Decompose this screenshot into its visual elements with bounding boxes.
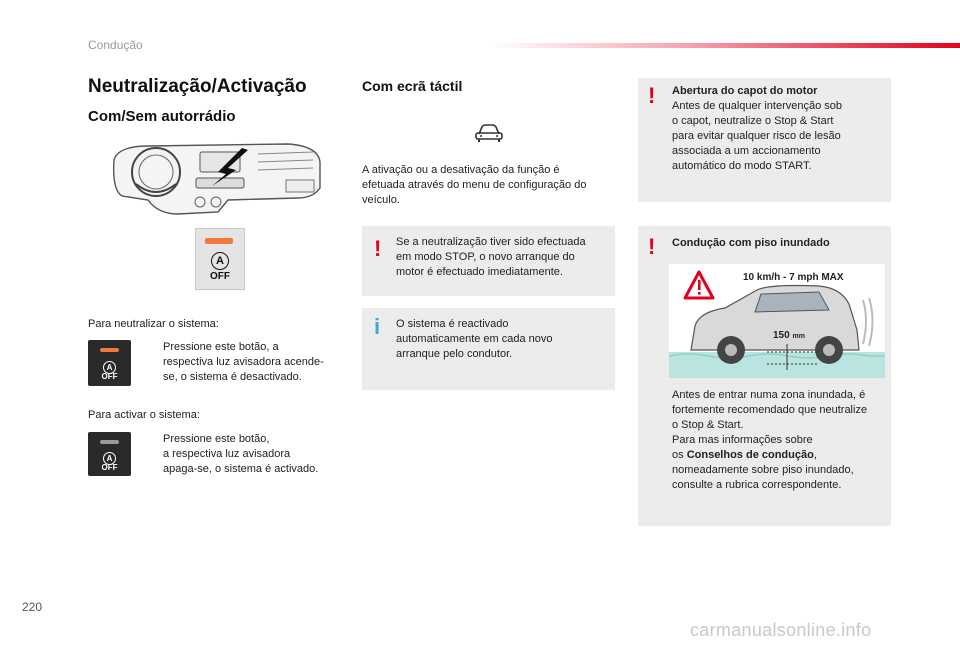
off-label: OFF: [210, 271, 230, 282]
warning-led-on: [100, 348, 119, 352]
flood-title: Condução com piso inundado: [672, 237, 830, 249]
auto-a-icon: A: [88, 357, 131, 375]
warning-exclamation-icon: !: [648, 234, 656, 259]
page-number: 220: [22, 600, 43, 614]
water-depth-label: 150 mm: [773, 330, 805, 341]
section-subtitle: Com/Sem autorrádio: [88, 108, 236, 125]
header-accent-bar: [490, 43, 960, 48]
bonnet-title: Abertura do capot do motor: [672, 85, 818, 97]
flooded-road-illustration: [669, 264, 885, 378]
car-settings-icon: [474, 122, 504, 144]
driving-advice-reference: Conselhos de condução: [686, 449, 814, 461]
warning-exclamation-icon: !: [374, 236, 382, 261]
info-box-reactivation: [362, 308, 615, 390]
warning-led-on: [205, 238, 233, 244]
warning-led-off: [100, 440, 119, 444]
off-label: OFF: [101, 463, 118, 472]
stop-start-button-large: [195, 228, 245, 290]
auto-a-icon: A: [88, 448, 131, 466]
touchscreen-intro: A ativação ou a desativação da função é efetuada através do menu de configuração do veículo.: [362, 164, 587, 206]
auto-a-icon: A: [196, 251, 244, 270]
section-label: Condução: [88, 38, 143, 52]
warning-box-stop-mode: [362, 226, 615, 296]
warning-exclamation-icon: !: [648, 83, 656, 108]
speed-limit-label: 10 km/h - 7 mph MAX: [743, 272, 844, 283]
warning-box-bonnet: [638, 78, 891, 202]
neutralize-intro: Para neutralizar o sistema:: [88, 318, 219, 330]
page-title: Neutralização/Activação: [88, 76, 307, 97]
bonnet-content: Abertura do capot do motor Antes de qualquer intervenção sob o capot, neutralize o Stop & Start para evitar qualquer risco de lesão associada a um accionamento automático do modo START.: [672, 85, 843, 172]
dashboard-illustration: [108, 140, 324, 230]
activate-step: Pressione este botão, a respectiva luz avisadora apaga-se, o sistema é activado.: [163, 433, 319, 475]
touchscreen-title: Com ecrã táctil: [362, 78, 463, 94]
warning-box-flood: [638, 226, 891, 526]
flood-text: Antes de entrar numa zona inundada, é fortemente recomendado que neutralize o Stop & Start. Para mas informações sobre os Conselhos de condução, nomeadamente sobre piso inundado, consulte a rubrica correspondente.: [672, 389, 868, 491]
stop-start-button-on: [88, 340, 131, 386]
off-label: OFF: [101, 372, 118, 381]
info-icon: i: [374, 314, 381, 339]
info-text: O sistema é reactivado automaticamente em cada novo arranque pelo condutor.: [396, 318, 553, 360]
warning-text: Se a neutralização tiver sido efectuada em modo STOP, o novo arranque do motor é efectuado imediatamente.: [396, 236, 586, 278]
watermark: carmanualsonline.info: [690, 620, 872, 640]
stop-start-button-off: [88, 432, 131, 476]
activate-intro: Para activar o sistema:: [88, 409, 200, 421]
neutralize-step: Pressione este botão, a respectiva luz avisadora acende- se, o sistema é desactivado.: [163, 341, 324, 383]
